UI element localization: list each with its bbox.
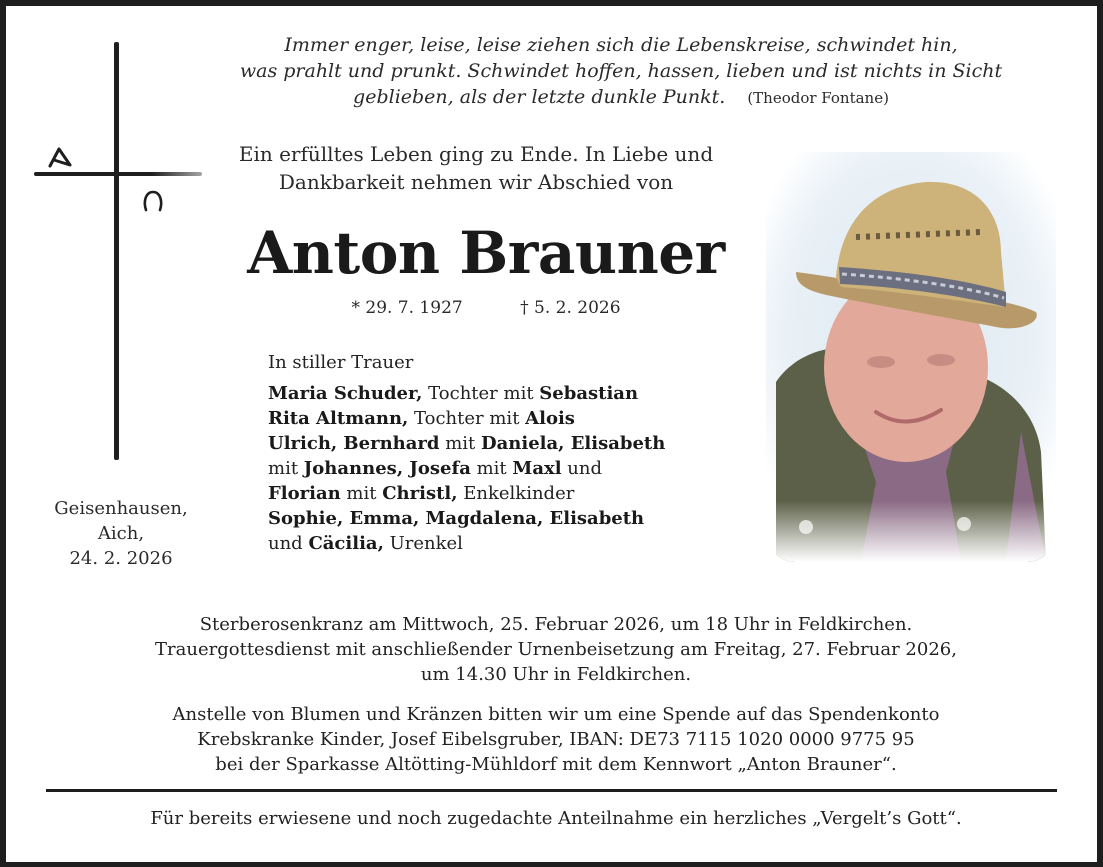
mourner-relation: mit	[340, 483, 383, 504]
mourner-relation: und	[268, 533, 309, 554]
quote-line-1: Immer enger, leise, leise ziehen sich die Lebenskreise, schwindet hin,	[284, 34, 958, 56]
place-date: 24. 2. 2026	[69, 548, 173, 569]
cross-icon-horizontal	[34, 172, 202, 176]
place-line-1: Geisenhausen,	[54, 498, 188, 519]
mourner-name: Maxl	[512, 458, 562, 479]
mourner-name: Maria Schuder,	[268, 383, 423, 404]
portrait-photo	[766, 152, 1056, 562]
mourner-name: Florian	[268, 483, 341, 504]
service-details	[36, 612, 1076, 687]
mourner-line	[268, 506, 748, 531]
mourner-name: Daniela, Elisabeth	[481, 433, 666, 454]
mourner-line	[268, 431, 748, 456]
mourners-list	[268, 350, 748, 556]
mourner-relation: Tochter mit	[408, 408, 526, 429]
mourner-relation: und	[561, 458, 602, 479]
mourner-relation: Enkelkinder	[457, 483, 575, 504]
place-and-date	[36, 496, 206, 571]
mourner-relation: mit	[268, 458, 304, 479]
mourner-name: Rita Altmann,	[268, 408, 409, 429]
mourner-name: Christl,	[382, 483, 458, 504]
alpha-icon	[46, 146, 74, 168]
thanks-note: Für bereits erwiesene und noch zugedachte Anteilnahme ein herzliches „Vergelt’s Gott“.	[150, 808, 962, 829]
obituary-card	[6, 6, 1097, 862]
mourner-name: Alois	[525, 408, 575, 429]
mourner-lines	[268, 381, 748, 556]
mourner-relation: Tochter mit	[422, 383, 540, 404]
mourner-name: Sebastian	[539, 383, 639, 404]
mourner-relation: mit	[470, 458, 513, 479]
deceased-name: Anton Brauner	[247, 219, 725, 287]
funeral-service-time: um 14.30 Uhr in Feldkirchen.	[420, 664, 692, 685]
intro-line-2: Dankbarkeit nehmen wir Abschied von	[278, 170, 674, 194]
mourner-line	[268, 406, 748, 431]
mourner-relation: mit	[439, 433, 482, 454]
mourners-heading: In stiller Trauer	[268, 352, 414, 373]
divider	[46, 789, 1057, 792]
mourner-line	[268, 381, 748, 406]
mourner-line	[268, 531, 748, 556]
intro-line-1: Ein erfülltes Leben ging zu Ende. In Liebe und	[238, 142, 714, 166]
quote-line-2: was prahlt und prunkt. Schwindet hoffen, hassen, lieben und ist nichts in Sicht	[239, 60, 1003, 82]
portrait-illustration	[766, 152, 1056, 562]
mourner-relation: Urenkel	[383, 533, 463, 554]
mourner-name: Sophie, Emma, Magdalena, Elisabeth	[268, 508, 645, 529]
mourner-name: Cäcilia,	[308, 533, 384, 554]
life-dates	[186, 296, 786, 320]
rosary-info: Sterberosenkranz am Mittwoch, 25. Februar 2026, um 18 Uhr in Feldkirchen.	[199, 614, 913, 635]
mourner-line	[268, 481, 748, 506]
donation-request	[36, 702, 1076, 777]
mourner-name: Ulrich, Bernhard	[268, 433, 440, 454]
donation-line-1: Anstelle von Blumen und Kränzen bitten wir um eine Spende auf das Spendenkonto	[172, 704, 940, 725]
donation-line-2: Krebskranke Kinder, Josef Eibelsgruber, IBAN: DE73 7115 1020 0000 9775 95	[197, 729, 915, 750]
cross-icon-vertical	[114, 42, 119, 460]
omega-icon	[142, 189, 164, 213]
donation-line-3: bei der Sparkasse Altötting-Mühldorf mit dem Kennwort „Anton Brauner“.	[215, 754, 897, 775]
mourner-name: Johannes, Josefa	[303, 458, 471, 479]
quote-line-3-text: geblieben, als der letzte dunkle Punkt.	[353, 86, 726, 108]
death-date: † 5. 2. 2026	[520, 298, 621, 318]
mourner-line	[268, 456, 748, 481]
funeral-service-info: Trauergottesdienst mit anschließender Urnenbeisetzung am Freitag, 27. Februar 2026,	[155, 639, 957, 660]
place-line-2: Aich,	[97, 523, 145, 544]
birth-date: * 29. 7. 1927	[351, 298, 463, 318]
intro-text	[186, 140, 766, 196]
quote-line-3	[156, 84, 1086, 111]
quote-author: (Theodor Fontane)	[747, 89, 889, 107]
poem-quote	[156, 32, 1086, 111]
